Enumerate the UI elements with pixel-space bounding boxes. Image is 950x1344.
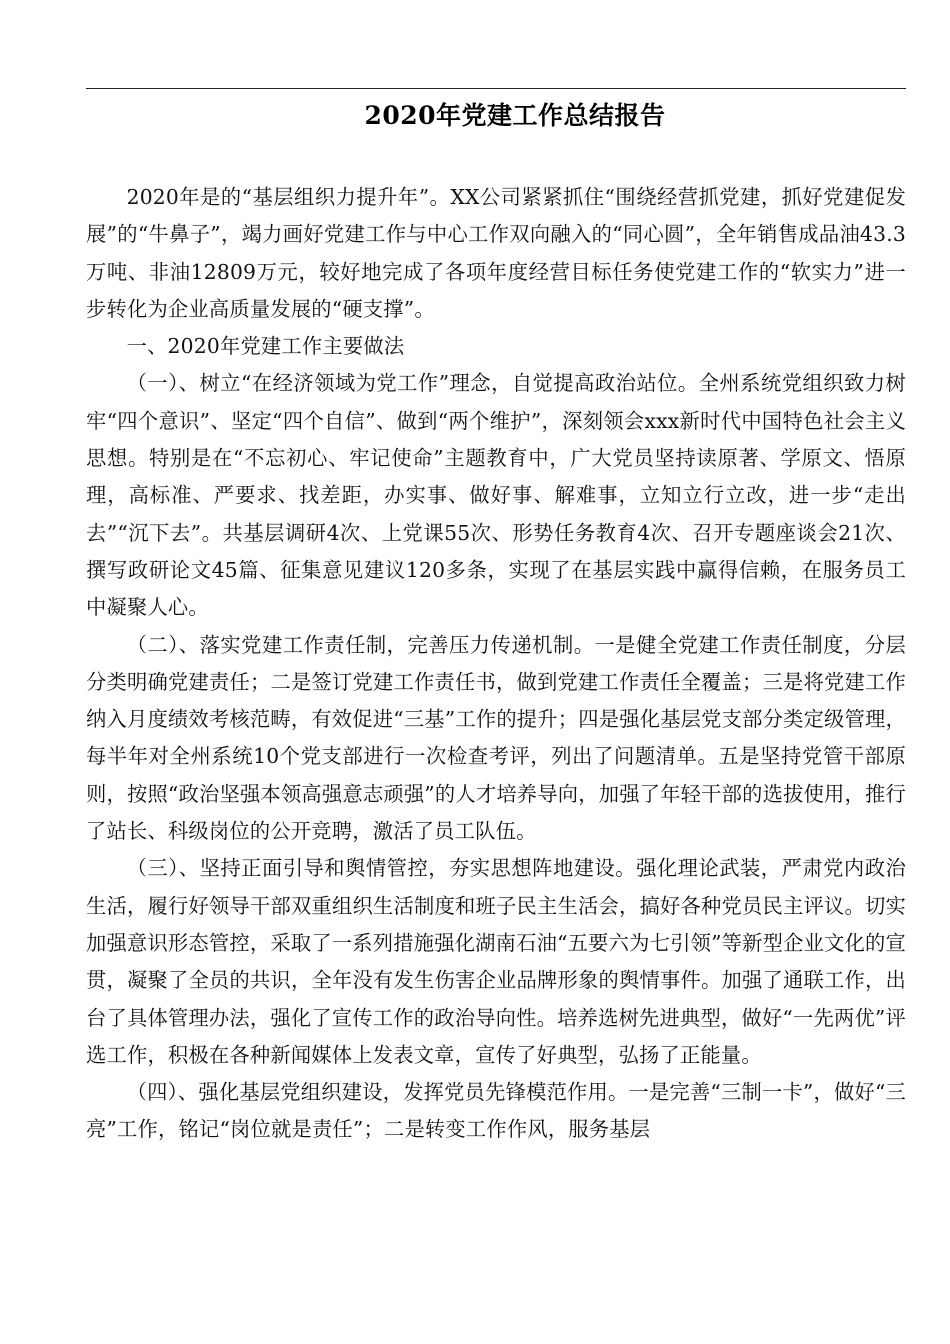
paragraph-item-3: （三）、坚持正面引导和舆情管控，夯实思想阵地建设。强化理论武装，严肃党内政治生活，履行好领导干部双重组织生活制度和班子民主生活会，搞好各种党员民主评议。切实加强意识形态管控，采取了一系列措施强化湖南石油“五要六为七引领”等新型企业文化的宣贯，凝聚了全员的共识，全年没有发生伤害企业品牌形象的舆情事件。加强了通联工作，出台了具体管理办法，强化了宣传工作的政治导向性。培养选树先进典型，做好“一先两优”评选工作，积极在各种新闻媒体上发表文章，宣传了好典型，弘扬了正能量。 [86, 856, 906, 1067]
document-body [86, 179, 906, 1149]
paragraph-item-2: （二）、落实党建工作责任制，完善压力传递机制。一是健全党建工作责任制度，分层分类明确党建责任；二是签订党建工作责任书，做到党建工作责任全覆盖；三是将党建工作纳入月度绩效考核范畴，有效促进“三基”工作的提升；四是强化基层党支部分类定级管理，每半年对全州系统10个党支部进行一次检查考评，列出了问题清单。五是坚持党管干部原则，按照“政治坚强本领高强意志顽强”的人才培养导向，加强了年轻干部的选拔使用，推行了站长、科级岗位的公开竞聘，激活了员工队伍。 [86, 632, 906, 844]
document-title: 2020年党建工作总结报告 [364, 101, 666, 130]
paragraph-item-4: （四）、强化基层党组织建设，发挥党员先锋模范作用。一是完善“三制一卡”，做好“三亮”工作，铭记“岗位就是责任”；二是转变工作作风，服务基层 [86, 1080, 906, 1142]
header-rule [86, 88, 906, 89]
paragraph-item-1: （一）、树立“在经济领域为党工作”理念，自觉提高政治站位。全州系统党组织致力树牢“四个意识”、坚定“四个自信”、做到“两个维护”，深刻领会xxx新时代中国特色社会主义思想。特别是在“不忘初心、牢记使命”主题教育中，广大党员坚持读原著、学原文、悟原理，高标准、严要求、找差距，办实事、做好事、解难事，立知立行立改，进一步“走出去”“沉下去”。共基层调研4次、上党课55次、形势任务教育4次、召开专题座谈会21次、撰写政研论文45篇、征集意见建议120多条，实现了在基层实践中赢得信赖，在服务员工中凝聚人心。 [86, 371, 906, 620]
paragraph-intro: 2020年是的“基层组织力提升年”。XX公司紧紧抓住“围绕经营抓党建，抓好党建促发展”的“牛鼻子”，竭力画好党建工作与中心工作双向融入的“同心圆”，全年销售成品油43.3万吨、非油12809万元，较好地完成了各项年度经营目标任务使党建工作的“软实力”进一步转化为企业高质量发展的“硬支撑”。 [86, 185, 906, 321]
section-heading-1: 一、2020年党建工作主要做法 [126, 334, 405, 359]
